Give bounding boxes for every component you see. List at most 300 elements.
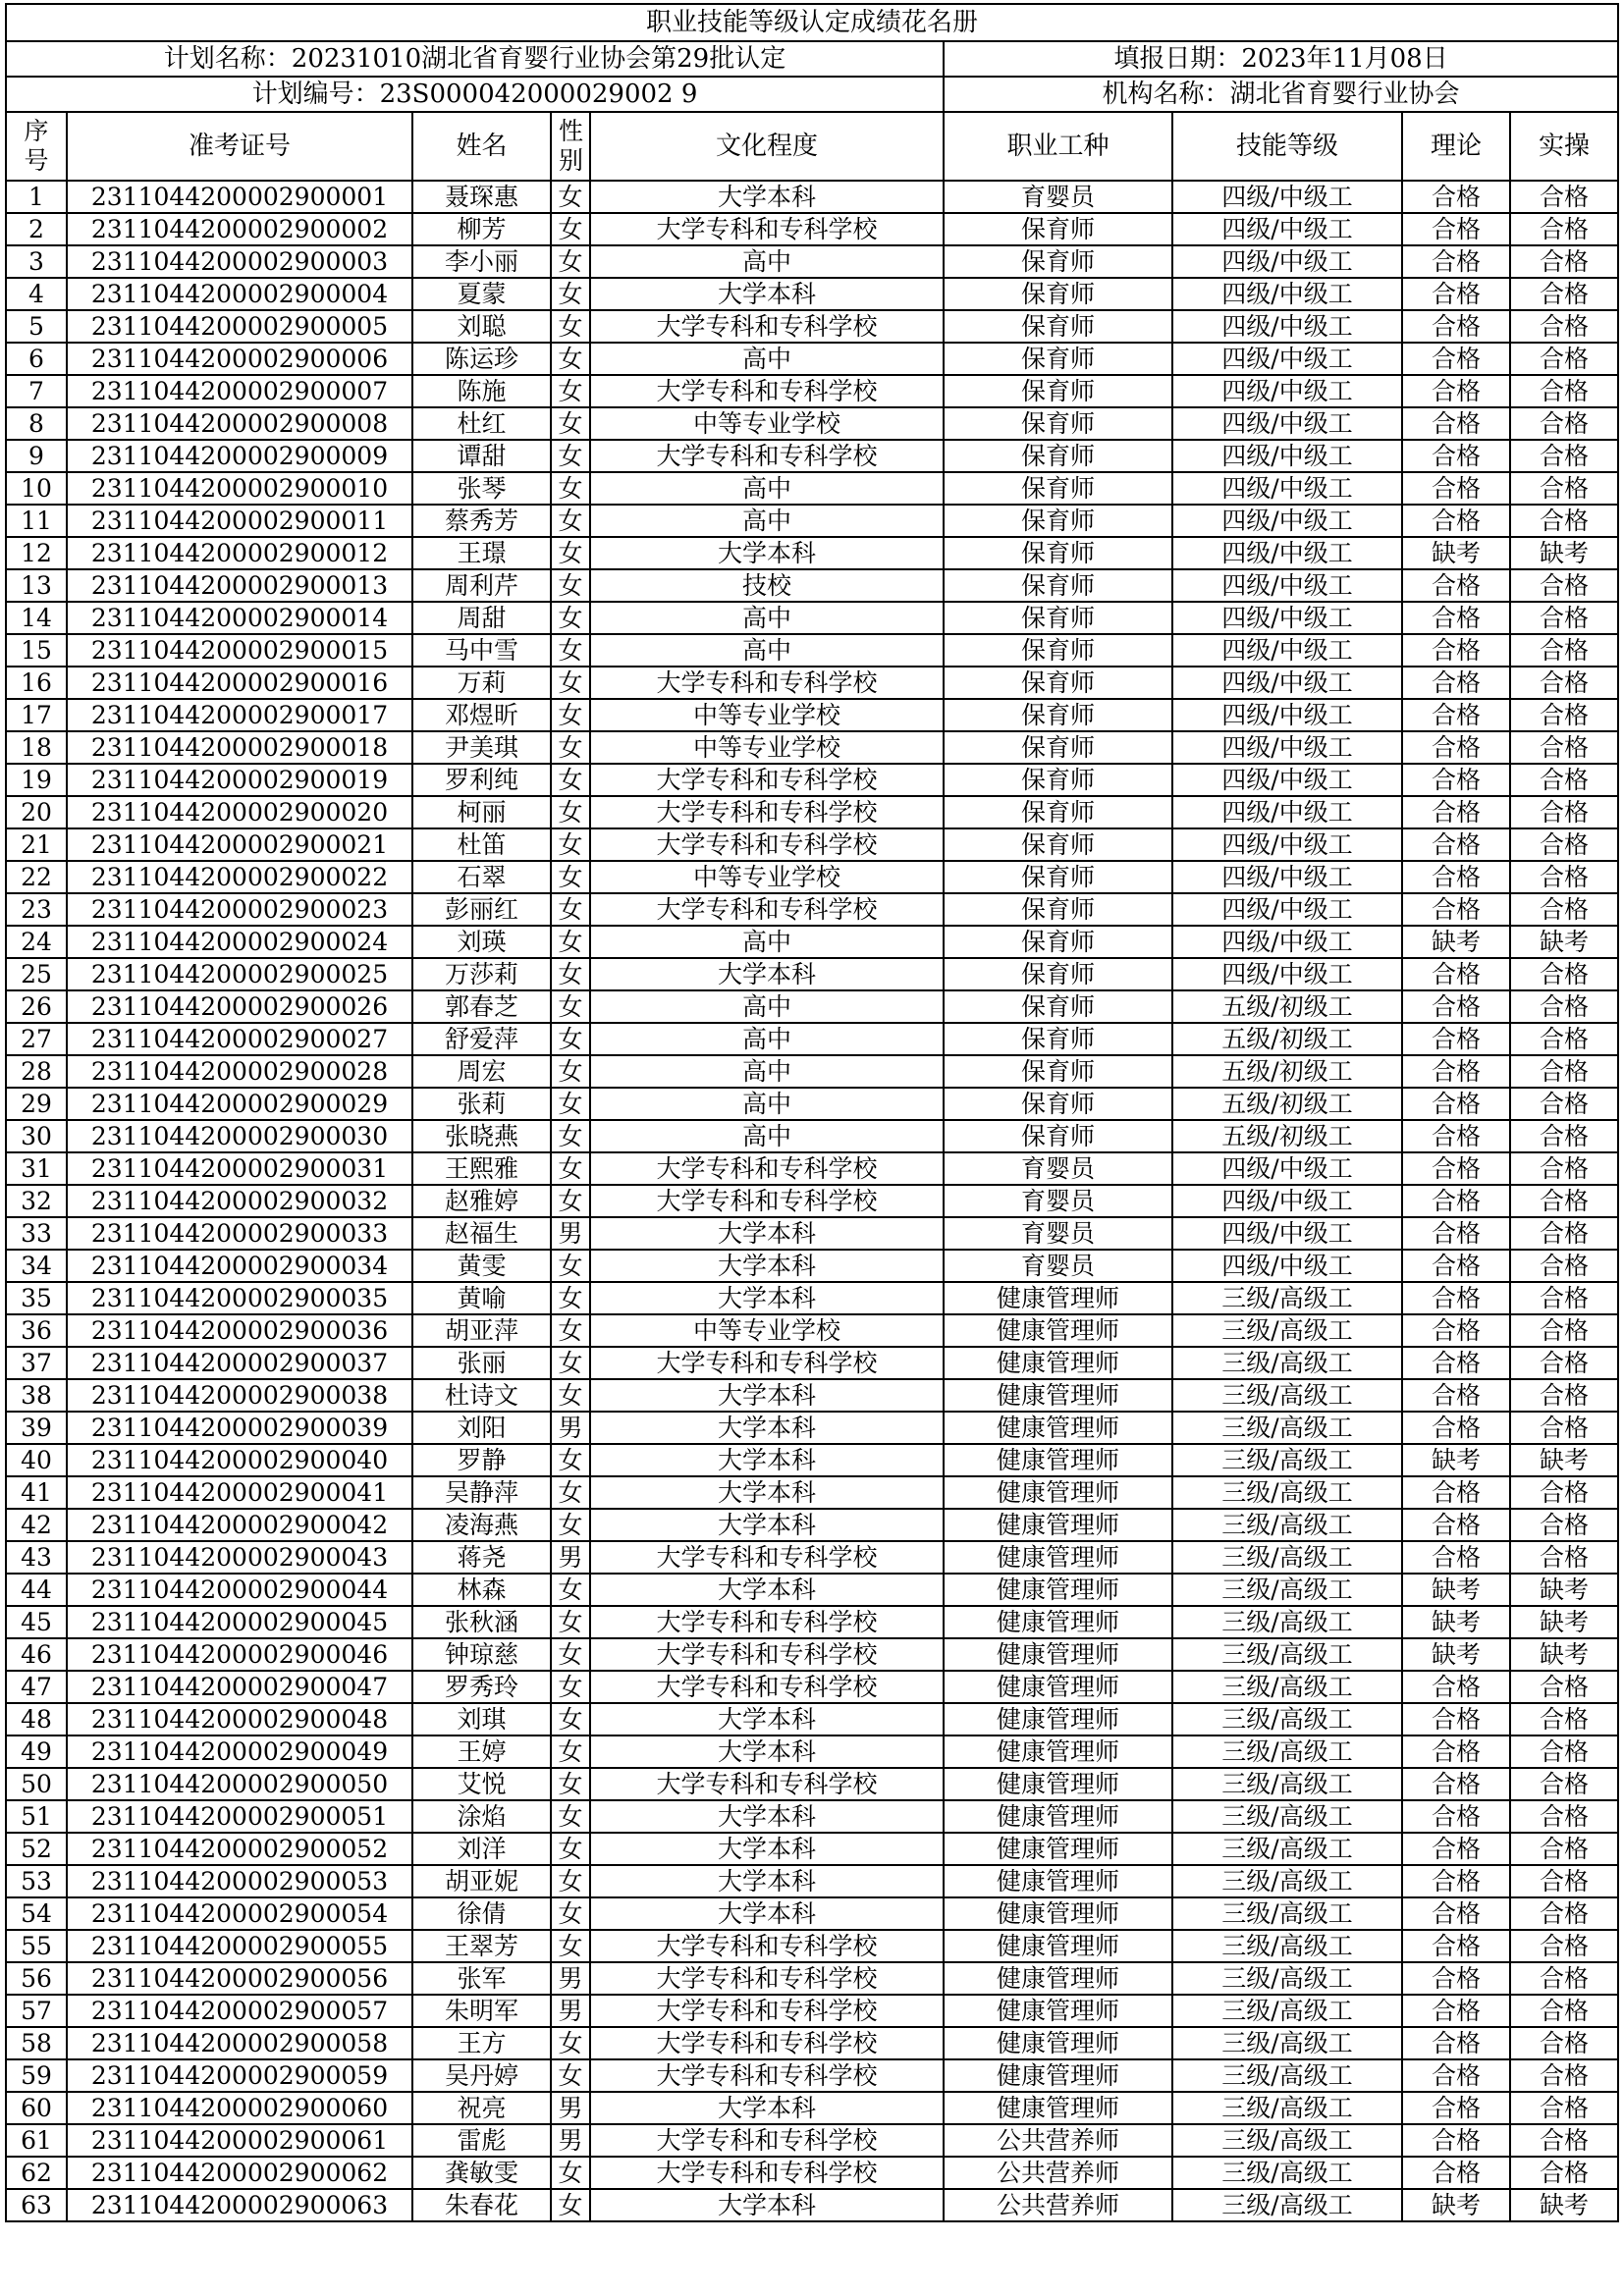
- cell-name: 马中雪: [412, 634, 551, 667]
- cell-index: 4: [6, 278, 67, 310]
- cell-gender: 女: [551, 213, 590, 245]
- cell-occupation: 健康管理师: [944, 1703, 1172, 1735]
- cell-practical-result: 合格: [1510, 1120, 1618, 1152]
- table-row: [6, 1962, 1618, 1995]
- cell-index: 12: [6, 537, 67, 569]
- cell-ticket-number: 2311044200002900040: [67, 1444, 412, 1476]
- cell-gender: 女: [551, 861, 590, 893]
- cell-education: 中等专业学校: [590, 1314, 944, 1347]
- cell-occupation: 健康管理师: [944, 1476, 1172, 1509]
- cell-gender: 女: [551, 440, 590, 472]
- cell-ticket-number: 2311044200002900017: [67, 699, 412, 731]
- cell-skill-level: 三级/高级工: [1172, 2059, 1402, 2092]
- cell-skill-level: 三级/高级工: [1172, 1347, 1402, 1379]
- table-row: [6, 1412, 1618, 1444]
- cell-index: 22: [6, 861, 67, 893]
- cell-theory-result: 缺考: [1402, 537, 1510, 569]
- col-header-education: 文化程度: [590, 112, 944, 181]
- cell-education: 高中: [590, 1055, 944, 1088]
- cell-index: 48: [6, 1703, 67, 1735]
- table-row: [6, 1606, 1618, 1638]
- cell-practical-result: 缺考: [1510, 1444, 1618, 1476]
- cell-practical-result: 合格: [1510, 861, 1618, 893]
- cell-education: 高中: [590, 1120, 944, 1152]
- cell-ticket-number: 2311044200002900023: [67, 893, 412, 926]
- cell-gender: 女: [551, 1282, 590, 1314]
- cell-ticket-number: 2311044200002900002: [67, 213, 412, 245]
- cell-ticket-number: 2311044200002900026: [67, 990, 412, 1023]
- cell-index: 32: [6, 1185, 67, 1217]
- cell-ticket-number: 2311044200002900009: [67, 440, 412, 472]
- cell-occupation: 保育师: [944, 861, 1172, 893]
- cell-education: 大学本科: [590, 1833, 944, 1865]
- cell-skill-level: 四级/中级工: [1172, 537, 1402, 569]
- cell-name: 胡亚妮: [412, 1865, 551, 1897]
- cell-theory-result: 合格: [1402, 310, 1510, 343]
- cell-skill-level: 四级/中级工: [1172, 1185, 1402, 1217]
- cell-index: 33: [6, 1217, 67, 1250]
- cell-education: 技校: [590, 569, 944, 602]
- cell-index: 13: [6, 569, 67, 602]
- cell-education: 大学本科: [590, 1574, 944, 1606]
- cell-skill-level: 四级/中级工: [1172, 634, 1402, 667]
- cell-occupation: 保育师: [944, 278, 1172, 310]
- cell-index: 62: [6, 2157, 67, 2189]
- cell-practical-result: 合格: [1510, 2124, 1618, 2157]
- cell-gender: 女: [551, 1671, 590, 1703]
- cell-index: 40: [6, 1444, 67, 1476]
- cell-gender: 女: [551, 1703, 590, 1735]
- cell-index: 1: [6, 181, 67, 213]
- cell-practical-result: 合格: [1510, 1314, 1618, 1347]
- cell-practical-result: 合格: [1510, 343, 1618, 375]
- cell-theory-result: 合格: [1402, 764, 1510, 796]
- cell-occupation: 保育师: [944, 569, 1172, 602]
- cell-skill-level: 三级/高级工: [1172, 2124, 1402, 2157]
- cell-gender: 女: [551, 1185, 590, 1217]
- cell-practical-result: 合格: [1510, 278, 1618, 310]
- cell-name: 王婷: [412, 1735, 551, 1768]
- cell-theory-result: 缺考: [1402, 1574, 1510, 1606]
- table-row: [6, 1250, 1618, 1282]
- cell-index: 45: [6, 1606, 67, 1638]
- cell-index: 7: [6, 375, 67, 407]
- table-row: [6, 1930, 1618, 1962]
- cell-name: 张晓燕: [412, 1120, 551, 1152]
- cell-ticket-number: 2311044200002900003: [67, 245, 412, 278]
- table-row: [6, 1897, 1618, 1930]
- cell-theory-result: 合格: [1402, 990, 1510, 1023]
- cell-ticket-number: 2311044200002900007: [67, 375, 412, 407]
- cell-occupation: 育婴员: [944, 1185, 1172, 1217]
- cell-index: 15: [6, 634, 67, 667]
- cell-education: 大学专科和专科学校: [590, 2059, 944, 2092]
- cell-index: 63: [6, 2189, 67, 2221]
- table-row: [6, 505, 1618, 537]
- cell-name: 王璟: [412, 537, 551, 569]
- cell-skill-level: 四级/中级工: [1172, 926, 1402, 958]
- cell-name: 蔡秀芳: [412, 505, 551, 537]
- cell-index: 27: [6, 1023, 67, 1055]
- cell-ticket-number: 2311044200002900022: [67, 861, 412, 893]
- cell-skill-level: 三级/高级工: [1172, 1379, 1402, 1412]
- cell-practical-result: 合格: [1510, 1152, 1618, 1185]
- cell-education: 大学本科: [590, 2189, 944, 2221]
- cell-occupation: 健康管理师: [944, 1412, 1172, 1444]
- cell-name: 龚敏雯: [412, 2157, 551, 2189]
- cell-theory-result: 缺考: [1402, 2189, 1510, 2221]
- cell-skill-level: 四级/中级工: [1172, 472, 1402, 505]
- table-row: [6, 2189, 1618, 2221]
- cell-occupation: 健康管理师: [944, 1379, 1172, 1412]
- cell-theory-result: 合格: [1402, 667, 1510, 699]
- cell-name: 祝亮: [412, 2092, 551, 2124]
- cell-name: 柳芳: [412, 213, 551, 245]
- cell-practical-result: 合格: [1510, 1476, 1618, 1509]
- cell-name: 黄喻: [412, 1282, 551, 1314]
- cell-name: 张秋涵: [412, 1606, 551, 1638]
- cell-education: 大学专科和专科学校: [590, 796, 944, 828]
- cell-education: 大学专科和专科学校: [590, 1930, 944, 1962]
- cell-name: 万莎莉: [412, 958, 551, 990]
- table-row: [6, 893, 1618, 926]
- cell-index: 26: [6, 990, 67, 1023]
- cell-index: 36: [6, 1314, 67, 1347]
- cell-skill-level: 四级/中级工: [1172, 861, 1402, 893]
- cell-gender: 女: [551, 1768, 590, 1800]
- col-header-occupation: 职业工种: [944, 112, 1172, 181]
- cell-education: 大学本科: [590, 1379, 944, 1412]
- cell-ticket-number: 2311044200002900019: [67, 764, 412, 796]
- cell-name: 谭甜: [412, 440, 551, 472]
- cell-name: 刘琪: [412, 1703, 551, 1735]
- cell-index: 14: [6, 602, 67, 634]
- table-row: [6, 1185, 1618, 1217]
- table-row: [6, 1800, 1618, 1833]
- cell-theory-result: 合格: [1402, 634, 1510, 667]
- cell-occupation: 保育师: [944, 764, 1172, 796]
- cell-skill-level: 五级/初级工: [1172, 1055, 1402, 1088]
- cell-education: 大学专科和专科学校: [590, 667, 944, 699]
- plan-number: 计划编号：23S000042000029002 9: [6, 77, 944, 112]
- cell-occupation: 健康管理师: [944, 1930, 1172, 1962]
- cell-skill-level: 四级/中级工: [1172, 602, 1402, 634]
- cell-index: 23: [6, 893, 67, 926]
- cell-practical-result: 合格: [1510, 1412, 1618, 1444]
- cell-name: 王翠芳: [412, 1930, 551, 1962]
- cell-gender: 女: [551, 2027, 590, 2059]
- cell-index: 37: [6, 1347, 67, 1379]
- document-title: 职业技能等级认定成绩花名册: [6, 4, 1618, 41]
- cell-practical-result: 合格: [1510, 245, 1618, 278]
- org-name: 机构名称：湖北省育婴行业协会: [944, 77, 1618, 112]
- cell-occupation: 保育师: [944, 1023, 1172, 1055]
- cell-occupation: 健康管理师: [944, 1735, 1172, 1768]
- cell-education: 高中: [590, 245, 944, 278]
- cell-practical-result: 合格: [1510, 1897, 1618, 1930]
- cell-education: 大学本科: [590, 1282, 944, 1314]
- table-row: [6, 1217, 1618, 1250]
- cell-gender: 女: [551, 796, 590, 828]
- meta-row-1: [6, 41, 1618, 77]
- cell-practical-result: 缺考: [1510, 1638, 1618, 1671]
- cell-education: 大学本科: [590, 1250, 944, 1282]
- cell-index: 25: [6, 958, 67, 990]
- table-row: [6, 1055, 1618, 1088]
- cell-practical-result: 合格: [1510, 1833, 1618, 1865]
- header-row: [6, 112, 1618, 181]
- cell-ticket-number: 2311044200002900015: [67, 634, 412, 667]
- cell-practical-result: 合格: [1510, 407, 1618, 440]
- cell-index: 53: [6, 1865, 67, 1897]
- cell-gender: 女: [551, 1833, 590, 1865]
- cell-index: 6: [6, 343, 67, 375]
- cell-gender: 女: [551, 990, 590, 1023]
- cell-occupation: 保育师: [944, 375, 1172, 407]
- cell-skill-level: 三级/高级工: [1172, 1703, 1402, 1735]
- cell-occupation: 保育师: [944, 667, 1172, 699]
- cell-index: 54: [6, 1897, 67, 1930]
- cell-ticket-number: 2311044200002900046: [67, 1638, 412, 1671]
- cell-index: 11: [6, 505, 67, 537]
- table-row: [6, 1768, 1618, 1800]
- cell-education: 大学专科和专科学校: [590, 1962, 944, 1995]
- cell-gender: 女: [551, 569, 590, 602]
- cell-education: 高中: [590, 505, 944, 537]
- table-row: [6, 699, 1618, 731]
- cell-skill-level: 四级/中级工: [1172, 1217, 1402, 1250]
- table-row: [6, 569, 1618, 602]
- cell-gender: 女: [551, 537, 590, 569]
- cell-ticket-number: 2311044200002900025: [67, 958, 412, 990]
- cell-gender: 女: [551, 634, 590, 667]
- cell-occupation: 育婴员: [944, 1217, 1172, 1250]
- cell-ticket-number: 2311044200002900011: [67, 505, 412, 537]
- col-header-index: 序号: [6, 112, 67, 181]
- cell-ticket-number: 2311044200002900060: [67, 2092, 412, 2124]
- cell-theory-result: 合格: [1402, 1800, 1510, 1833]
- cell-ticket-number: 2311044200002900021: [67, 828, 412, 861]
- table-row: [6, 990, 1618, 1023]
- cell-education: 高中: [590, 990, 944, 1023]
- cell-ticket-number: 2311044200002900030: [67, 1120, 412, 1152]
- cell-ticket-number: 2311044200002900038: [67, 1379, 412, 1412]
- cell-education: 大学专科和专科学校: [590, 764, 944, 796]
- cell-name: 罗静: [412, 1444, 551, 1476]
- table-row: [6, 1347, 1618, 1379]
- cell-theory-result: 合格: [1402, 1995, 1510, 2027]
- cell-name: 张丽: [412, 1347, 551, 1379]
- table-row: [6, 1574, 1618, 1606]
- cell-education: 大学本科: [590, 958, 944, 990]
- cell-skill-level: 三级/高级工: [1172, 2157, 1402, 2189]
- cell-practical-result: 合格: [1510, 2059, 1618, 2092]
- table-row: [6, 2124, 1618, 2157]
- cell-education: 高中: [590, 602, 944, 634]
- cell-occupation: 健康管理师: [944, 1995, 1172, 2027]
- cell-name: 刘洋: [412, 1833, 551, 1865]
- cell-practical-result: 合格: [1510, 569, 1618, 602]
- table-row: [6, 1314, 1618, 1347]
- cell-ticket-number: 2311044200002900034: [67, 1250, 412, 1282]
- cell-skill-level: 三级/高级工: [1172, 1509, 1402, 1541]
- cell-occupation: 保育师: [944, 699, 1172, 731]
- cell-gender: 男: [551, 1541, 590, 1574]
- table-row: [6, 796, 1618, 828]
- cell-occupation: 保育师: [944, 245, 1172, 278]
- cell-ticket-number: 2311044200002900057: [67, 1995, 412, 2027]
- cell-education: 高中: [590, 926, 944, 958]
- cell-index: 2: [6, 213, 67, 245]
- cell-name: 尹美琪: [412, 731, 551, 764]
- cell-gender: 女: [551, 1638, 590, 1671]
- cell-skill-level: 三级/高级工: [1172, 1962, 1402, 1995]
- cell-practical-result: 合格: [1510, 1800, 1618, 1833]
- cell-name: 赵福生: [412, 1217, 551, 1250]
- cell-ticket-number: 2311044200002900053: [67, 1865, 412, 1897]
- cell-ticket-number: 2311044200002900047: [67, 1671, 412, 1703]
- cell-gender: 女: [551, 2059, 590, 2092]
- cell-practical-result: 合格: [1510, 1671, 1618, 1703]
- table-row: [6, 1509, 1618, 1541]
- cell-practical-result: 合格: [1510, 1962, 1618, 1995]
- cell-theory-result: 合格: [1402, 958, 1510, 990]
- cell-education: 大学本科: [590, 1735, 944, 1768]
- cell-occupation: 健康管理师: [944, 1897, 1172, 1930]
- cell-theory-result: 合格: [1402, 1541, 1510, 1574]
- table-row: [6, 310, 1618, 343]
- cell-skill-level: 四级/中级工: [1172, 764, 1402, 796]
- cell-ticket-number: 2311044200002900048: [67, 1703, 412, 1735]
- cell-skill-level: 四级/中级工: [1172, 245, 1402, 278]
- cell-gender: 女: [551, 1865, 590, 1897]
- cell-occupation: 健康管理师: [944, 1671, 1172, 1703]
- cell-theory-result: 合格: [1402, 278, 1510, 310]
- cell-skill-level: 三级/高级工: [1172, 1314, 1402, 1347]
- table-row: [6, 375, 1618, 407]
- cell-occupation: 健康管理师: [944, 2092, 1172, 2124]
- cell-practical-result: 合格: [1510, 1088, 1618, 1120]
- cell-gender: 女: [551, 828, 590, 861]
- cell-name: 刘聪: [412, 310, 551, 343]
- cell-education: 大学专科和专科学校: [590, 893, 944, 926]
- cell-skill-level: 三级/高级工: [1172, 1897, 1402, 1930]
- cell-theory-result: 合格: [1402, 2157, 1510, 2189]
- cell-theory-result: 合格: [1402, 375, 1510, 407]
- table-row: [6, 472, 1618, 505]
- cell-index: 21: [6, 828, 67, 861]
- meta-row-2: [6, 77, 1618, 112]
- cell-name: 夏蒙: [412, 278, 551, 310]
- cell-name: 杜红: [412, 407, 551, 440]
- cell-gender: 女: [551, 1574, 590, 1606]
- cell-index: 41: [6, 1476, 67, 1509]
- cell-ticket-number: 2311044200002900061: [67, 2124, 412, 2157]
- table-row: [6, 1703, 1618, 1735]
- plan-name: 计划名称：20231010湖北省育婴行业协会第29批认定: [6, 41, 944, 77]
- cell-theory-result: 合格: [1402, 343, 1510, 375]
- col-header-skill-level: 技能等级: [1172, 112, 1402, 181]
- cell-gender: 女: [551, 764, 590, 796]
- table-row: [6, 2059, 1618, 2092]
- cell-ticket-number: 2311044200002900008: [67, 407, 412, 440]
- cell-occupation: 保育师: [944, 828, 1172, 861]
- cell-ticket-number: 2311044200002900016: [67, 667, 412, 699]
- cell-practical-result: 合格: [1510, 1768, 1618, 1800]
- table-row: [6, 602, 1618, 634]
- cell-ticket-number: 2311044200002900045: [67, 1606, 412, 1638]
- cell-name: 蒋尧: [412, 1541, 551, 1574]
- col-header-theory: 理论: [1402, 112, 1510, 181]
- cell-education: 大学专科和专科学校: [590, 1347, 944, 1379]
- table-row: [6, 1120, 1618, 1152]
- table-row: [6, 731, 1618, 764]
- cell-education: 大学本科: [590, 1476, 944, 1509]
- cell-education: 大学本科: [590, 537, 944, 569]
- cell-ticket-number: 2311044200002900049: [67, 1735, 412, 1768]
- cell-education: 大学专科和专科学校: [590, 1541, 944, 1574]
- cell-education: 中等专业学校: [590, 861, 944, 893]
- cell-occupation: 健康管理师: [944, 1509, 1172, 1541]
- cell-name: 林森: [412, 1574, 551, 1606]
- cell-practical-result: 合格: [1510, 1865, 1618, 1897]
- cell-index: 24: [6, 926, 67, 958]
- cell-gender: 女: [551, 1735, 590, 1768]
- cell-index: 38: [6, 1379, 67, 1412]
- cell-occupation: 保育师: [944, 990, 1172, 1023]
- cell-practical-result: 合格: [1510, 181, 1618, 213]
- cell-ticket-number: 2311044200002900024: [67, 926, 412, 958]
- cell-occupation: 健康管理师: [944, 1800, 1172, 1833]
- cell-occupation: 健康管理师: [944, 1833, 1172, 1865]
- cell-theory-result: 合格: [1402, 2027, 1510, 2059]
- cell-practical-result: 合格: [1510, 990, 1618, 1023]
- cell-occupation: 健康管理师: [944, 1574, 1172, 1606]
- table-row: [6, 1023, 1618, 1055]
- cell-skill-level: 五级/初级工: [1172, 1120, 1402, 1152]
- cell-theory-result: 合格: [1402, 1768, 1510, 1800]
- cell-skill-level: 三级/高级工: [1172, 1574, 1402, 1606]
- cell-index: 5: [6, 310, 67, 343]
- cell-occupation: 健康管理师: [944, 1962, 1172, 1995]
- cell-theory-result: 合格: [1402, 1930, 1510, 1962]
- cell-ticket-number: 2311044200002900043: [67, 1541, 412, 1574]
- cell-gender: 女: [551, 602, 590, 634]
- cell-skill-level: 四级/中级工: [1172, 343, 1402, 375]
- cell-skill-level: 三级/高级工: [1172, 2092, 1402, 2124]
- cell-gender: 女: [551, 699, 590, 731]
- cell-theory-result: 缺考: [1402, 1638, 1510, 1671]
- cell-theory-result: 合格: [1402, 1217, 1510, 1250]
- cell-occupation: 保育师: [944, 634, 1172, 667]
- cell-occupation: 健康管理师: [944, 1768, 1172, 1800]
- table-row: [6, 407, 1618, 440]
- cell-name: 柯丽: [412, 796, 551, 828]
- cell-practical-result: 合格: [1510, 1703, 1618, 1735]
- cell-theory-result: 合格: [1402, 1962, 1510, 1995]
- cell-education: 大学专科和专科学校: [590, 1671, 944, 1703]
- cell-education: 中等专业学校: [590, 407, 944, 440]
- cell-name: 刘瑛: [412, 926, 551, 958]
- cell-index: 17: [6, 699, 67, 731]
- cell-occupation: 保育师: [944, 213, 1172, 245]
- cell-skill-level: 四级/中级工: [1172, 440, 1402, 472]
- cell-occupation: 育婴员: [944, 1250, 1172, 1282]
- cell-practical-result: 合格: [1510, 1055, 1618, 1088]
- cell-skill-level: 三级/高级工: [1172, 1638, 1402, 1671]
- cell-education: 大学本科: [590, 278, 944, 310]
- cell-occupation: 健康管理师: [944, 1347, 1172, 1379]
